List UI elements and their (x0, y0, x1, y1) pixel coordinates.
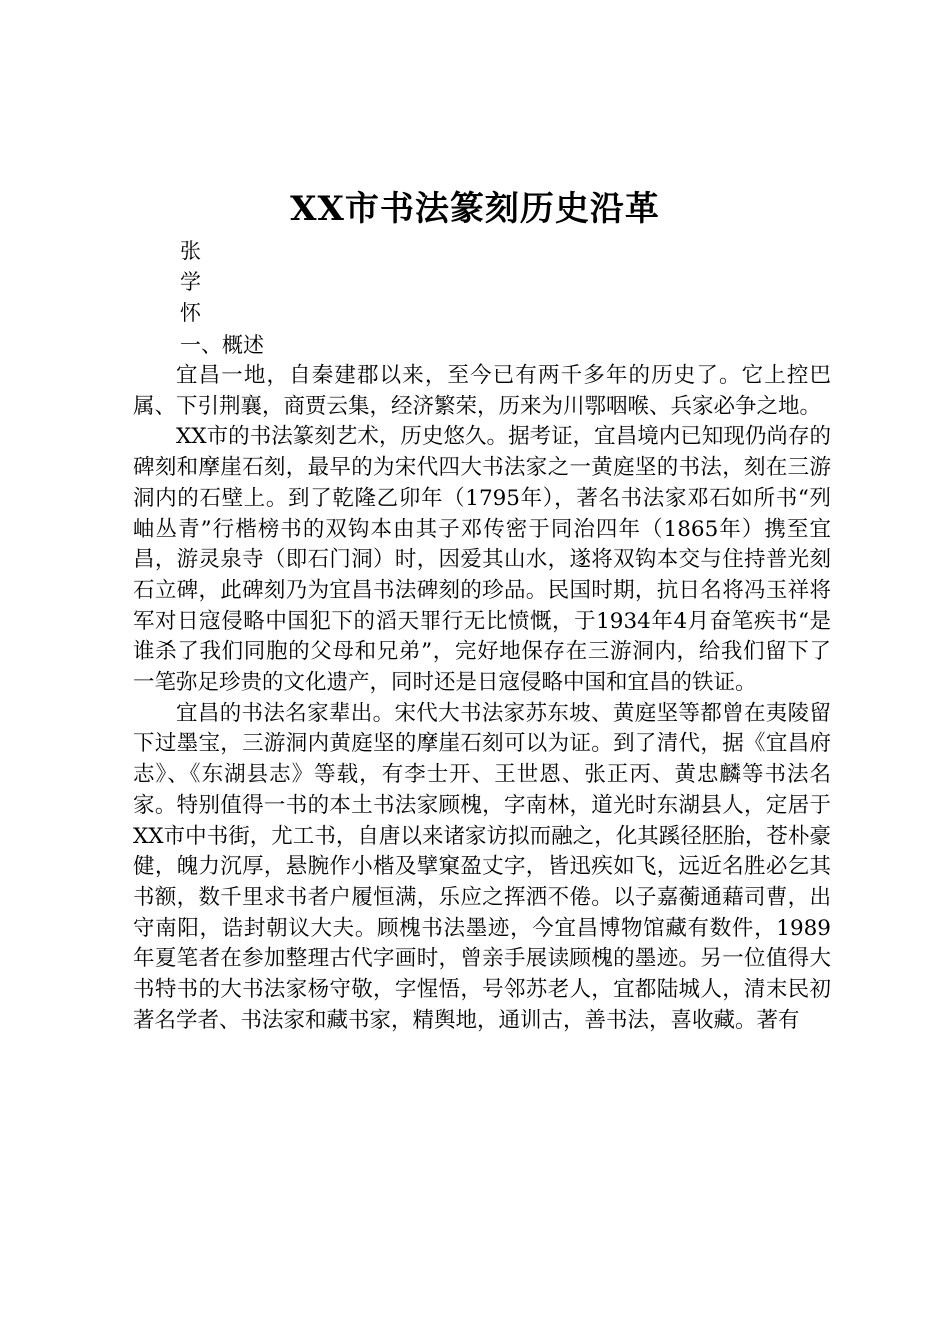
author-char: 学 (180, 270, 201, 294)
body-text (133, 361, 831, 1036)
paragraph-history: XX市的书法篆刻艺术，历史悠久。据考证，宜昌境内已知现仍尚存的碑刻和摩崖石刻，最早的为宋代四大书法家之一黄庭坚的书法，刻在三游洞内的石壁上。到了乾隆乙卯年（1795年），著名书法家邓石如所书“列岫丛青”行楷榜书的双钩本由其子邓传密于同治四年（1865年）携至宜昌，游灵泉寺（即石门洞）时，因爱其山水，遂将双钩本交与住持普光刻石立碑，此碑刻乃为宜昌书法碑刻的珍品。民国时期，抗日名将冯玉祥将军对日寇侵略中国犯下的滔天罪行无比愤慨，于1934年4月奋笔疾书“是谁杀了我们同胞的父母和兄弟”，完好地保存在三游洞内，给我们留下了一笔弥足珍贵的文化遗产，同时还是日寇侵略中国和宜昌的铁证。 (133, 424, 831, 696)
paragraph-intro: 宜昌一地，自秦建郡以来，至今已有两千多年的历史了。它上控巴属、下引荆襄，商贾云集，经济繁荣，历来为川鄂咽喉、兵家必争之地。 (133, 363, 831, 419)
document-title: XX市书法篆刻历史沿革 (290, 189, 660, 229)
paragraph-calligraphers: 宜昌的书法名家辈出。宋代大书法家苏东坡、黄庭坚等都曾在夷陵留下过墨宝，三游洞内黄庭坚的摩崖石刻可以为证。到了清代，据《宜昌府志》、《东湖县志》等载，有李士开、王世恩、张正丙、黄忠麟等书法名家。特别值得一书的本土书法家顾槐，字南林，道光时东湖县人，定居于XX市中书街，尤工书，自唐以来诸家访拟而融之，化其蹊径胚胎，苍朴豪健，魄力沉厚，悬腕作小楷及擘窠盈丈字，皆迅疾如飞，远近名胜必乞其书额，数千里求书者户履恒满，乐应之挥洒不倦。以子嘉蘅通藉司曹，出守南阳，诰封朝议大夫。顾槐书法墨迹，今宜昌博物馆藏有数件，1989年夏笔者在参加整理古代字画时，曾亲手展读顾槐的墨迹。另一位值得大书特书的大书法家杨守敬，字惺悟，号邻苏老人，宜都陆城人，清末民初著名学者、书法家和藏书家，精舆地，通训古，善书法，喜收藏。著有 (133, 700, 831, 1033)
author-name (180, 236, 210, 329)
author-char: 张 (180, 239, 201, 263)
section-heading: 一、概述 (180, 333, 264, 357)
author-char: 怀 (180, 301, 201, 325)
